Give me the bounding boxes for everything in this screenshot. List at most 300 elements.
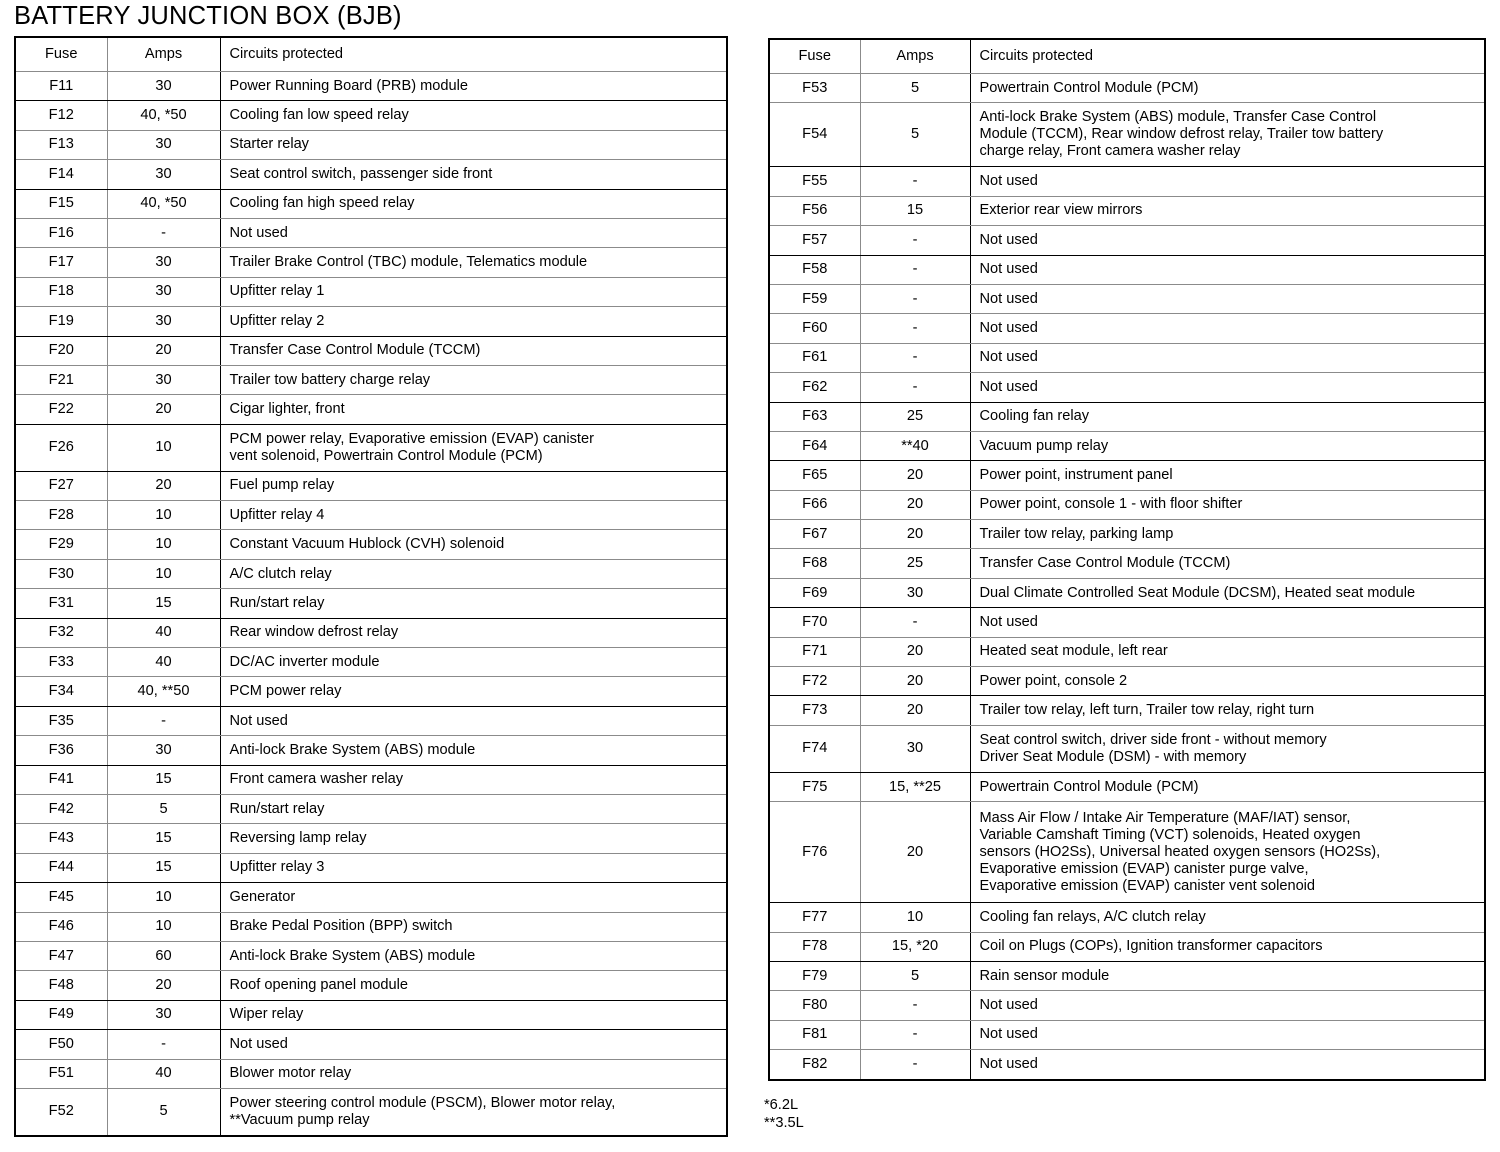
circuit-line: Not used — [979, 1026, 1038, 1043]
footnote-single-star: *6.2L — [764, 1097, 799, 1113]
circuit-line: Cigar lighter, front — [229, 400, 345, 417]
cell-circuits — [220, 395, 726, 424]
cell-amps: 20 — [860, 461, 970, 490]
column-header-amps: Amps — [860, 40, 970, 74]
cell-amps: - — [860, 226, 970, 255]
cell-circuits — [970, 608, 1484, 637]
circuit-line: Not used — [979, 349, 1038, 366]
page-title: BATTERY JUNCTION BOX (BJB) — [14, 2, 402, 30]
cell-amps: 30 — [107, 277, 220, 306]
table-row — [770, 167, 1484, 196]
cell-amps: 10 — [107, 883, 220, 912]
cell-fuse: F72 — [770, 667, 860, 696]
cell-circuits — [220, 559, 726, 588]
cell-fuse: F82 — [770, 1050, 860, 1079]
cell-amps: 30 — [860, 578, 970, 607]
cell-fuse: F55 — [770, 167, 860, 196]
cell-circuits — [220, 1088, 726, 1135]
cell-circuits — [220, 794, 726, 823]
cell-amps: - — [107, 706, 220, 735]
table-row — [770, 802, 1484, 903]
cell-amps: 30 — [107, 72, 220, 101]
cell-circuits — [220, 971, 726, 1000]
circuit-line: Driver Seat Module (DSM) - with memory — [979, 748, 1247, 765]
cell-amps: 10 — [107, 424, 220, 471]
cell-circuits — [220, 189, 726, 218]
cell-fuse: F69 — [770, 578, 860, 607]
circuit-line: Evaporative emission (EVAP) canister vent solenoid — [979, 877, 1316, 894]
cell-fuse: F67 — [770, 520, 860, 549]
table-row — [16, 648, 726, 677]
cell-fuse: F13 — [16, 130, 107, 159]
cell-fuse: F77 — [770, 903, 860, 932]
cell-amps: 30 — [107, 365, 220, 394]
cell-amps: 25 — [860, 402, 970, 431]
table-row — [770, 343, 1484, 372]
cell-fuse: F70 — [770, 608, 860, 637]
table-header-row — [770, 40, 1484, 74]
table-row — [16, 971, 726, 1000]
cell-circuits — [220, 736, 726, 765]
circuit-line: Starter relay — [229, 136, 309, 153]
cell-fuse: F50 — [16, 1030, 107, 1059]
circuit-line: Anti-lock Brake System (ABS) module — [229, 741, 476, 758]
cell-circuits — [220, 912, 726, 941]
circuit-line: Coil on Plugs (COPs), Ignition transformer capacitors — [979, 938, 1323, 955]
table-row — [16, 72, 726, 101]
table-row — [16, 277, 726, 306]
cell-amps: 15 — [860, 196, 970, 225]
table-row — [16, 1000, 726, 1029]
cell-circuits — [220, 130, 726, 159]
cell-circuits — [220, 1030, 726, 1059]
circuit-line: Not used — [229, 224, 288, 241]
cell-circuits — [970, 772, 1484, 801]
cell-circuits — [970, 226, 1484, 255]
cell-fuse: F18 — [16, 277, 107, 306]
cell-amps: 25 — [860, 549, 970, 578]
table-row — [16, 130, 726, 159]
fuse-table — [16, 38, 726, 1135]
table-row — [16, 589, 726, 618]
circuit-line: **Vacuum pump relay — [229, 1111, 370, 1128]
cell-circuits — [970, 725, 1484, 772]
cell-fuse: F53 — [770, 74, 860, 103]
cell-amps: 10 — [107, 501, 220, 530]
cell-circuits — [970, 667, 1484, 696]
cell-fuse: F29 — [16, 530, 107, 559]
table-body — [16, 38, 726, 1135]
table-row — [770, 461, 1484, 490]
cell-circuits — [970, 402, 1484, 431]
table-row — [16, 706, 726, 735]
table-row — [770, 1050, 1484, 1079]
cell-circuits — [220, 883, 726, 912]
circuit-line: Wiper relay — [229, 1006, 304, 1023]
cell-amps: 5 — [860, 961, 970, 990]
table-row — [770, 196, 1484, 225]
table-row — [770, 991, 1484, 1020]
table-row — [770, 637, 1484, 666]
cell-fuse: F79 — [770, 961, 860, 990]
table-row — [770, 696, 1484, 725]
cell-circuits — [970, 1050, 1484, 1079]
circuit-line: Upfitter relay 1 — [229, 283, 325, 300]
cell-fuse: F28 — [16, 501, 107, 530]
cell-amps: 60 — [107, 941, 220, 970]
cell-fuse: F63 — [770, 402, 860, 431]
cell-fuse: F45 — [16, 883, 107, 912]
circuit-line: Seat control switch, passenger side front — [229, 165, 493, 182]
cell-amps: 15 — [107, 765, 220, 794]
cell-circuits — [220, 530, 726, 559]
cell-fuse: F36 — [16, 736, 107, 765]
circuit-line: Power steering control module (PSCM), Blower motor relay, — [229, 1094, 616, 1111]
table-row — [16, 336, 726, 365]
cell-amps: - — [860, 167, 970, 196]
cell-fuse: F58 — [770, 255, 860, 284]
table-row — [16, 618, 726, 647]
cell-fuse: F14 — [16, 160, 107, 189]
circuit-line: vent solenoid, Powertrain Control Module (PCM) — [229, 447, 543, 464]
circuit-line: Upfitter relay 3 — [229, 859, 325, 876]
cell-fuse: F60 — [770, 314, 860, 343]
cell-fuse: F59 — [770, 284, 860, 313]
circuit-line: Run/start relay — [229, 594, 325, 611]
table-row — [770, 226, 1484, 255]
cell-fuse: F71 — [770, 637, 860, 666]
circuit-line: Power point, instrument panel — [979, 466, 1173, 483]
circuit-line: Not used — [979, 320, 1038, 337]
cell-fuse: F62 — [770, 373, 860, 402]
circuit-line: Power point, console 1 - with floor shifter — [979, 496, 1243, 513]
cell-fuse: F65 — [770, 461, 860, 490]
cell-amps: - — [107, 1030, 220, 1059]
circuit-line: Trailer tow relay, left turn, Trailer tow relay, right turn — [979, 702, 1315, 719]
table-row — [16, 677, 726, 706]
cell-fuse: F47 — [16, 941, 107, 970]
circuit-line: Seat control switch, driver side front - without memory — [979, 731, 1327, 748]
cell-amps: 15, **25 — [860, 772, 970, 801]
cell-fuse: F43 — [16, 824, 107, 853]
circuit-line: Powertrain Control Module (PCM) — [979, 79, 1199, 96]
cell-amps: 20 — [860, 802, 970, 903]
circuit-line: Not used — [979, 173, 1038, 190]
cell-amps: 5 — [860, 103, 970, 167]
circuit-line: Brake Pedal Position (BPP) switch — [229, 918, 453, 935]
cell-fuse: F48 — [16, 971, 107, 1000]
cell-amps: 20 — [860, 637, 970, 666]
circuit-line: Not used — [979, 1055, 1038, 1072]
cell-amps: 20 — [107, 971, 220, 1000]
cell-amps: - — [860, 255, 970, 284]
bjb-fuse-table-right — [768, 38, 1486, 1081]
cell-circuits — [970, 903, 1484, 932]
cell-circuits — [970, 103, 1484, 167]
table-row — [16, 941, 726, 970]
cell-fuse: F68 — [770, 549, 860, 578]
cell-amps: 20 — [107, 336, 220, 365]
cell-fuse: F27 — [16, 471, 107, 500]
circuit-line: Roof opening panel module — [229, 977, 409, 994]
fuse-table — [770, 40, 1484, 1079]
cell-circuits — [970, 490, 1484, 519]
circuit-line: PCM power relay — [229, 683, 342, 700]
cell-amps: 30 — [107, 130, 220, 159]
table-row — [16, 530, 726, 559]
circuit-line: Power Running Board (PRB) module — [229, 77, 468, 94]
circuit-line: Not used — [979, 613, 1038, 630]
table-header-row — [16, 38, 726, 72]
cell-amps: 20 — [860, 520, 970, 549]
table-row — [16, 248, 726, 277]
cell-amps: 40 — [107, 1059, 220, 1088]
table-row — [16, 853, 726, 882]
cell-circuits — [970, 961, 1484, 990]
cell-amps: 10 — [107, 530, 220, 559]
cell-amps: 10 — [860, 903, 970, 932]
cell-amps: - — [860, 1050, 970, 1079]
cell-amps: 5 — [107, 794, 220, 823]
table-row — [770, 772, 1484, 801]
cell-circuits — [220, 677, 726, 706]
cell-circuits — [220, 648, 726, 677]
cell-amps: - — [860, 343, 970, 372]
circuit-line: Heated seat module, left rear — [979, 643, 1168, 660]
cell-amps: - — [107, 218, 220, 247]
table-row — [16, 395, 726, 424]
table-row — [16, 1088, 726, 1135]
cell-amps: 20 — [107, 395, 220, 424]
column-header-fuse: Fuse — [770, 40, 860, 74]
table-row — [770, 1020, 1484, 1049]
circuit-line: Variable Camshaft Timing (VCT) solenoids, Heated oxygen — [979, 826, 1361, 843]
table-row — [770, 961, 1484, 990]
circuit-line: Not used — [979, 378, 1038, 395]
table-row — [16, 824, 726, 853]
cell-amps: - — [860, 991, 970, 1020]
cell-fuse: F11 — [16, 72, 107, 101]
circuit-line: Rain sensor module — [979, 967, 1110, 984]
circuit-line: Trailer Brake Control (TBC) module, Telematics module — [229, 254, 588, 271]
cell-circuits — [220, 101, 726, 130]
cell-fuse: F74 — [770, 725, 860, 772]
column-header-circuits: Circuits protected — [970, 40, 1484, 74]
cell-amps: 15, *20 — [860, 932, 970, 961]
cell-amps: - — [860, 373, 970, 402]
circuit-line: Cooling fan low speed relay — [229, 107, 409, 124]
cell-circuits — [970, 196, 1484, 225]
cell-fuse: F31 — [16, 589, 107, 618]
cell-amps: - — [860, 314, 970, 343]
table-row — [16, 365, 726, 394]
cell-circuits — [220, 336, 726, 365]
circuit-line: Exterior rear view mirrors — [979, 202, 1143, 219]
cell-fuse: F54 — [770, 103, 860, 167]
cell-circuits — [220, 941, 726, 970]
cell-amps: 40 — [107, 618, 220, 647]
cell-fuse: F17 — [16, 248, 107, 277]
cell-fuse: F41 — [16, 765, 107, 794]
table-row — [770, 490, 1484, 519]
circuit-line: Generator — [229, 888, 296, 905]
table-row — [770, 932, 1484, 961]
circuit-line: Mass Air Flow / Intake Air Temperature (MAF/IAT) sensor, — [979, 809, 1351, 826]
table-row — [770, 402, 1484, 431]
cell-circuits — [220, 248, 726, 277]
cell-circuits — [220, 1059, 726, 1088]
table-row — [770, 431, 1484, 460]
cell-circuits — [220, 765, 726, 794]
cell-circuits — [970, 696, 1484, 725]
cell-circuits — [220, 307, 726, 336]
cell-circuits — [970, 431, 1484, 460]
table-row — [16, 1059, 726, 1088]
cell-circuits — [220, 72, 726, 101]
cell-circuits — [220, 1000, 726, 1029]
circuit-line: Dual Climate Controlled Seat Module (DCSM), Heated seat module — [979, 584, 1416, 601]
circuit-line: charge relay, Front camera washer relay — [979, 143, 1241, 160]
cell-fuse: F73 — [770, 696, 860, 725]
cell-circuits — [970, 802, 1484, 903]
cell-circuits — [970, 314, 1484, 343]
circuit-line: Not used — [979, 231, 1038, 248]
footnotes — [764, 1096, 804, 1132]
cell-amps: - — [860, 608, 970, 637]
circuit-line: Not used — [979, 290, 1038, 307]
cell-fuse: F76 — [770, 802, 860, 903]
cell-fuse: F42 — [16, 794, 107, 823]
cell-fuse: F51 — [16, 1059, 107, 1088]
cell-fuse: F75 — [770, 772, 860, 801]
circuit-line: Cooling fan relay — [979, 408, 1090, 425]
cell-circuits — [220, 853, 726, 882]
circuit-line: Blower motor relay — [229, 1065, 352, 1082]
circuit-line: Reversing lamp relay — [229, 830, 367, 847]
cell-fuse: F78 — [770, 932, 860, 961]
cell-amps: 30 — [860, 725, 970, 772]
cell-amps: 10 — [107, 559, 220, 588]
cell-amps: 20 — [860, 667, 970, 696]
circuit-line: Front camera washer relay — [229, 771, 404, 788]
table-row — [16, 424, 726, 471]
cell-fuse: F35 — [16, 706, 107, 735]
table-row — [16, 559, 726, 588]
cell-circuits — [970, 1020, 1484, 1049]
column-header-fuse: Fuse — [16, 38, 107, 72]
table-row — [16, 1030, 726, 1059]
circuit-line: Transfer Case Control Module (TCCM) — [229, 342, 481, 359]
cell-fuse: F12 — [16, 101, 107, 130]
table-row — [770, 314, 1484, 343]
cell-fuse: F20 — [16, 336, 107, 365]
cell-fuse: F44 — [16, 853, 107, 882]
table-row — [770, 903, 1484, 932]
circuit-line: Constant Vacuum Hublock (CVH) solenoid — [229, 536, 505, 553]
circuit-line: Power point, console 2 — [979, 672, 1128, 689]
cell-fuse: F46 — [16, 912, 107, 941]
cell-circuits — [970, 284, 1484, 313]
table-row — [16, 189, 726, 218]
cell-amps: 5 — [107, 1088, 220, 1135]
cell-amps: 30 — [107, 160, 220, 189]
cell-fuse: F19 — [16, 307, 107, 336]
footnote-double-star: **3.5L — [764, 1115, 804, 1131]
table-row — [770, 725, 1484, 772]
cell-circuits — [970, 637, 1484, 666]
cell-circuits — [970, 255, 1484, 284]
circuit-line: Cooling fan relays, A/C clutch relay — [979, 908, 1206, 925]
cell-fuse: F32 — [16, 618, 107, 647]
circuit-line: Upfitter relay 2 — [229, 312, 325, 329]
cell-circuits — [220, 618, 726, 647]
circuit-line: Vacuum pump relay — [979, 437, 1109, 454]
cell-fuse: F26 — [16, 424, 107, 471]
circuit-line: Evaporative emission (EVAP) canister purge valve, — [979, 860, 1309, 877]
cell-amps: 15 — [107, 589, 220, 618]
cell-fuse: F61 — [770, 343, 860, 372]
cell-fuse: F21 — [16, 365, 107, 394]
circuit-line: Cooling fan high speed relay — [229, 195, 415, 212]
table-row — [770, 284, 1484, 313]
circuit-line: A/C clutch relay — [229, 565, 332, 582]
table-row — [770, 667, 1484, 696]
cell-fuse: F64 — [770, 431, 860, 460]
cell-amps: 10 — [107, 912, 220, 941]
cell-circuits — [220, 471, 726, 500]
cell-amps: 15 — [107, 824, 220, 853]
table-row — [16, 794, 726, 823]
cell-fuse: F49 — [16, 1000, 107, 1029]
cell-circuits — [970, 520, 1484, 549]
cell-amps: 40, **50 — [107, 677, 220, 706]
circuit-line: Trailer tow relay, parking lamp — [979, 525, 1174, 542]
circuit-line: Anti-lock Brake System (ABS) module — [229, 947, 476, 964]
cell-circuits — [220, 277, 726, 306]
table-row — [770, 608, 1484, 637]
cell-circuits — [220, 501, 726, 530]
table-row — [16, 883, 726, 912]
circuit-line: Transfer Case Control Module (TCCM) — [979, 555, 1231, 572]
table-row — [770, 549, 1484, 578]
cell-amps: 30 — [107, 248, 220, 277]
cell-fuse: F16 — [16, 218, 107, 247]
table-row — [16, 218, 726, 247]
cell-fuse: F81 — [770, 1020, 860, 1049]
cell-circuits — [970, 74, 1484, 103]
table-row — [16, 736, 726, 765]
cell-fuse: F22 — [16, 395, 107, 424]
table-row — [16, 307, 726, 336]
table-row — [770, 255, 1484, 284]
table-row — [16, 471, 726, 500]
circuit-line: Not used — [229, 712, 288, 729]
cell-amps: 20 — [860, 696, 970, 725]
table-body — [770, 40, 1484, 1079]
cell-circuits — [970, 373, 1484, 402]
cell-amps: 20 — [860, 490, 970, 519]
cell-circuits — [220, 160, 726, 189]
circuit-line: Not used — [979, 261, 1038, 278]
table-row — [770, 103, 1484, 167]
circuit-line: Not used — [979, 997, 1038, 1014]
circuit-line: Rear window defrost relay — [229, 624, 399, 641]
bjb-fuse-table-left — [14, 36, 728, 1137]
cell-amps: - — [860, 1020, 970, 1049]
cell-fuse: F34 — [16, 677, 107, 706]
cell-amps: 30 — [107, 1000, 220, 1029]
cell-circuits — [970, 167, 1484, 196]
